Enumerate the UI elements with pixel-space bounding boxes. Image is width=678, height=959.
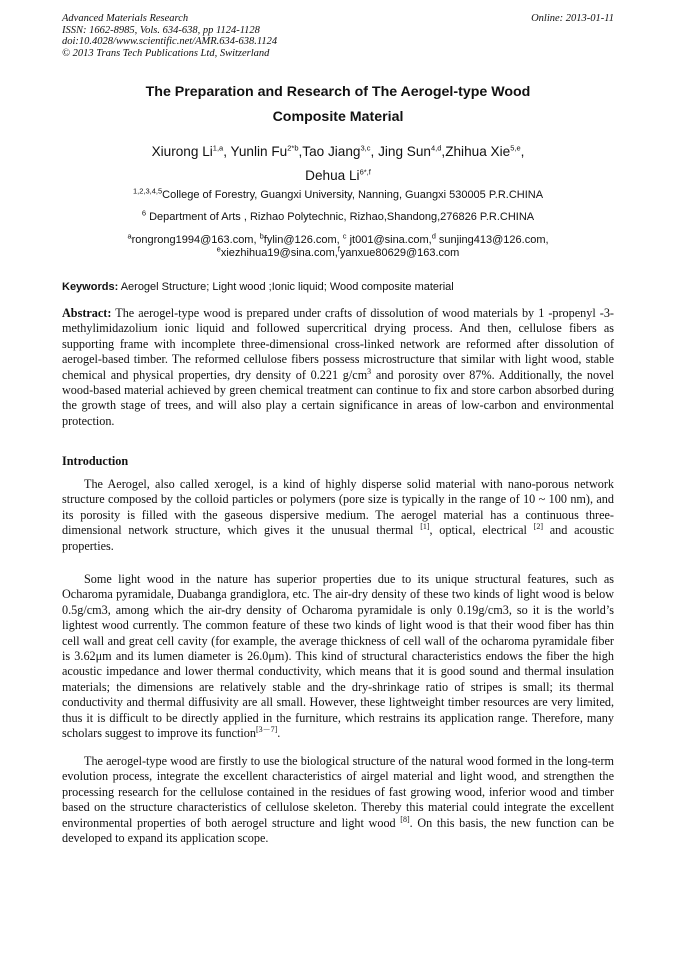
author-line-2 bbox=[62, 164, 614, 188]
author-line-1 bbox=[62, 140, 614, 164]
author-name: Jing Sun bbox=[378, 144, 431, 159]
abstract bbox=[62, 306, 614, 429]
journal-copyright: © 2013 Trans Tech Publications Ltd, Switzerland bbox=[62, 47, 270, 59]
online-date: Online: 2013-01-11 bbox=[531, 13, 614, 24]
paragraph-text: . bbox=[277, 726, 281, 741]
citation: [2] bbox=[533, 522, 543, 532]
paper-title bbox=[62, 80, 614, 130]
affiliation-2 bbox=[62, 208, 614, 224]
affiliation-sup: 6 bbox=[141, 208, 147, 218]
email-sup: d bbox=[431, 231, 436, 241]
citation: [1] bbox=[420, 522, 430, 532]
abstract-text-cont: and porosity over 87%. Additionally, the novel wood-based material achieved by green chemical treatment can continue to fix and store carbon absorbed during the growth stage of trees, and will also play a certain significance in areas of low-carbon and environmental protection. bbox=[62, 367, 614, 428]
email-link[interactable]: fylin@126.com, bbox=[263, 234, 343, 246]
paragraph-text: The aerogel-type wood are firstly to use the biological structure of the natural wood formed in the long-term evolution process, integrate the excellent characteristics of airgel material and light wood, and strengthen the processing research for the cellulose contained in the residues of fast growing wood, inferior wood and timber based on the structure characteristics of cellulose skeleton. Thereby this material could integrate the excellent environmental properties of both aerogel structure and light wood bbox=[62, 754, 614, 830]
affiliation-text: Department of Arts , Rizhao Polytechnic, Rizhao,Shandong,276826 P.R.CHINA bbox=[146, 211, 535, 223]
email-line-2 bbox=[62, 244, 614, 260]
journal-name: Advanced Materials Research bbox=[62, 13, 189, 24]
paragraph-text: , optical, electrical bbox=[429, 523, 534, 538]
author-sep: , bbox=[298, 144, 303, 159]
author-sup: 4,d bbox=[430, 143, 442, 153]
paragraph-2 bbox=[62, 572, 614, 741]
author-sep: , bbox=[370, 144, 379, 159]
journal-doi: doi:10.4028/www.scientific.net/AMR.634-638.1124 bbox=[62, 36, 278, 48]
journal-header bbox=[62, 13, 277, 59]
email-sup: a bbox=[127, 231, 132, 241]
email-sup: f bbox=[337, 244, 340, 254]
author-list bbox=[62, 140, 614, 188]
title-line-2: Composite Material bbox=[272, 109, 404, 125]
author-name: Dehua Li bbox=[305, 168, 360, 183]
author-name: Yunlin Fu bbox=[230, 144, 288, 159]
email-link[interactable]: xiezhihua19@sina.com, bbox=[220, 247, 338, 259]
email-list bbox=[62, 231, 614, 260]
abstract-text: The aerogel-type wood is prepared under crafts of dissolution of wood materials by 1 -propenyl -3- methylimidazolium ionic liquid and followed supercritical drying process. And then, cellulose fibers as supporting frame with incomplete three-dimensional cross-linked network are reformed after dissolution of aerogel-based timber. The reformed cellulose fibers possess microstructure that similar with light wood, stable chemical and physical properties, dry density of 0.221 g/cm bbox=[62, 306, 614, 382]
author-sup: 3,c bbox=[360, 143, 371, 153]
title-line-1: The Preparation and Research of The Aerogel-type Wood bbox=[145, 84, 531, 100]
keywords-text: Aerogel Structure; Light wood ;Ionic liquid; Wood composite material bbox=[118, 281, 454, 293]
email-sup: c bbox=[342, 231, 347, 241]
citation: [3－7] bbox=[255, 725, 278, 734]
author-sep: , bbox=[441, 144, 446, 159]
paragraph-text: Some light wood in the nature has superior properties due to its unique structural features, such as Ocharoma pyramidale, Duabanga grandiglora, etc. The air-dry density of these two kinds of light wood is below 0.5g/cm3, among which the air-dry density of Ocharoma pyramidale is only 0.19g/cm3, so it is the world’s lightest wood currently. The common feature of these two kinds of light wood is that their wood fiber has thin cell wall and great cell cavity (for example, the average thickness of cell wall of the ocharoma pyramidale fiber is 3.62μm and its lumen diameter is 26.0μm). This kind of structural characteristics endows the fiber the high acoustic impedance and lower thermal conductivity, which means that it is good sound and thermal insulation materials; the dimensions are relatively stable and the dry-shrinkage ratio of stripes is small; its thermal conductivity and thermal diffusivity are all small. However, these lightweight timber resources are very limited, thus it is difficult to be directly applied in the furniture, which restrains its application range. Therefore, many scholars suggest to improve its function bbox=[62, 572, 614, 741]
affiliation-sup: 1,2,3,4,5 bbox=[132, 186, 163, 196]
email-link[interactable]: jt001@sina.com, bbox=[346, 234, 432, 246]
email-link[interactable]: sunjing413@126.com, bbox=[435, 234, 549, 246]
email-sup: b bbox=[259, 231, 264, 241]
paragraph-3 bbox=[62, 754, 614, 846]
author-sup: 5,e bbox=[510, 143, 521, 153]
paragraph-text: and acoustic properties. bbox=[62, 523, 614, 553]
author-sep: , bbox=[223, 144, 231, 159]
section-heading-introduction: Introduction bbox=[62, 454, 129, 468]
email-sup: e bbox=[216, 244, 221, 254]
author-sup: 6*,f bbox=[359, 167, 371, 177]
author-name: Xiurong Li bbox=[151, 144, 213, 159]
journal-issn: ISSN: 1662-8985, Vols. 634-638, pp 1124-1128 bbox=[62, 24, 260, 36]
paragraph-1 bbox=[62, 477, 614, 554]
keywords-label: Keywords: bbox=[62, 281, 119, 293]
author-name: Tao Jiang bbox=[302, 144, 361, 159]
affiliation-1 bbox=[62, 186, 614, 202]
keywords bbox=[62, 281, 614, 294]
author-sep: , bbox=[520, 144, 525, 159]
citation: [8] bbox=[400, 814, 410, 824]
email-link[interactable]: yanxue80629@163.com bbox=[339, 247, 460, 259]
paragraph-text: . On this basis, the new function can be developed to expand its application scope. bbox=[62, 815, 614, 846]
abstract-label: Abstract: bbox=[62, 306, 112, 320]
author-sup: 2*b bbox=[287, 143, 299, 153]
abstract-sup: 3 bbox=[367, 366, 372, 376]
author-name: Zhihua Xie bbox=[445, 144, 511, 159]
affiliation-text: College of Forestry, Guangxi University, Nanning, Guangxi 530005 P.R.CHINA bbox=[162, 189, 544, 201]
email-link[interactable]: rongrong1994@163.com, bbox=[131, 234, 260, 246]
paragraph-text: The Aerogel, also called xerogel, is a kind of highly disperse solid material with nano-porous network structure composed by the colloid particles or polymers (pore size is typically in the range of 10 ~ 100 nm), and its porosity is filled with the gaseous dispersive medium. The aerogel material has a continuous three-dimensional network structure, which gives it the unusual thermal bbox=[62, 477, 614, 538]
author-sup: 1,a bbox=[212, 143, 224, 153]
